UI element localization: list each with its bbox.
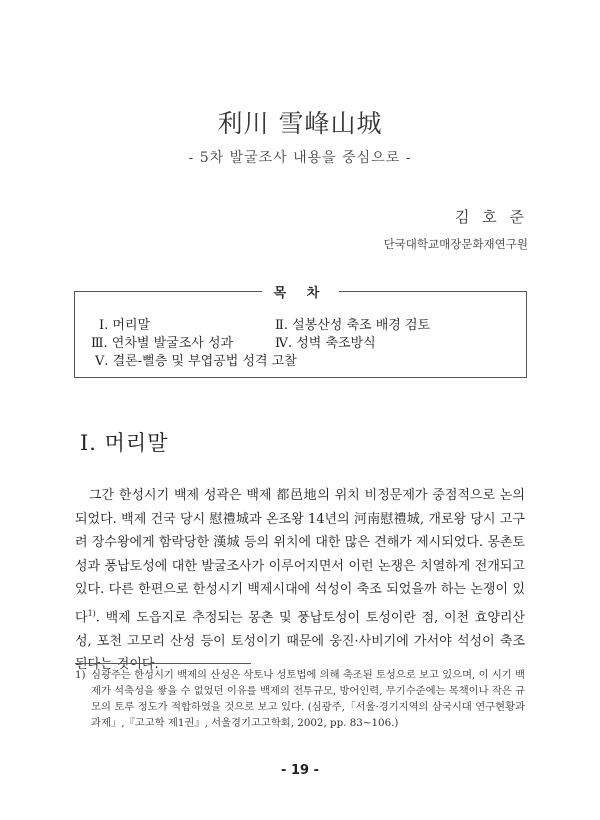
author-affiliation: 단국대학교매장문화재연구원: [383, 237, 528, 251]
body-paragraph: [75, 484, 525, 677]
section-heading: Ⅰ. 머리말: [80, 431, 169, 455]
toc-item: Ⅲ. 연차별 발굴조사 성과: [91, 336, 234, 351]
body-text: [75, 484, 525, 677]
toc-item: Ⅱ. 설봉산성 축조 배경 검토: [275, 318, 431, 333]
paragraph-text-continued: . 백제 도읍지로 추정되는 몽촌 및 풍납토성이 토성이란 점, 이천 효양리산성, 포천 고모리 산성 등이 토성이기 때문에 웅진·사비기에 가서야 석성이 축조된다는 것이다.: [75, 610, 525, 673]
footnote-number: 1): [75, 669, 86, 681]
toc-item: Ⅳ. 성벽 축조방식: [275, 336, 376, 351]
toc-title: 목 차: [262, 286, 340, 301]
author-name: 김 호 준: [454, 208, 528, 226]
footnote-reference: 1): [87, 608, 96, 618]
toc-item: Ⅴ. 결론-뻘층 및 부엽공법 성격 고찰: [95, 354, 297, 369]
paper-subtitle: - 5차 발굴조사 내용을 중심으로 -: [188, 150, 412, 166]
toc-title-wrap: [75, 282, 526, 301]
footnote-divider: [75, 663, 251, 664]
toc-item: Ⅰ. 머리말: [99, 318, 151, 333]
footnote-text: 심광주는 한성시기 백제의 산성은 삭토나 성토법에 의해 축조된 토성으로 보고 있으며, 이 시기 백제가 석축성을 쌓을 수 없었던 이유를 백제의 전투규모, 방어인력, 무기수준에는 목책이나 작은 규모의 토루 정도가 적합하였을 것으로 보고 있다. (심광주,「서울·경기지역의 삼국시대 연구현황과 과제」,『고고학 제1권』, 서울경기고고학회, 2002, pp. 83~106.): [91, 669, 525, 729]
paragraph-text: 그간 한성시기 백제 성곽은 백제 都邑地의 위치 비정문제가 중점적으로 논의되었다. 백제 건국 당시 慰禮城과 온조왕 14년의 河南慰禮城, 개로왕 당시 고구려 장수왕에게 함락당한 漢城 등의 위치에 대한 많은 견해가 제시되었다. 몽촌토성과 풍납토성에 대한 발굴조사가 이루어지면서 이런 논쟁은 치열하게 전개되고 있다. 다른 한편으로 한성시기 백제시대에 석성이 축조 되었을까 하는 논쟁이 있다: [75, 488, 525, 626]
paper-title: 利川 雪峰山城: [217, 109, 383, 138]
table-of-contents: [74, 286, 527, 378]
footnote: [75, 667, 525, 731]
page-number: - 19 -: [281, 763, 319, 778]
